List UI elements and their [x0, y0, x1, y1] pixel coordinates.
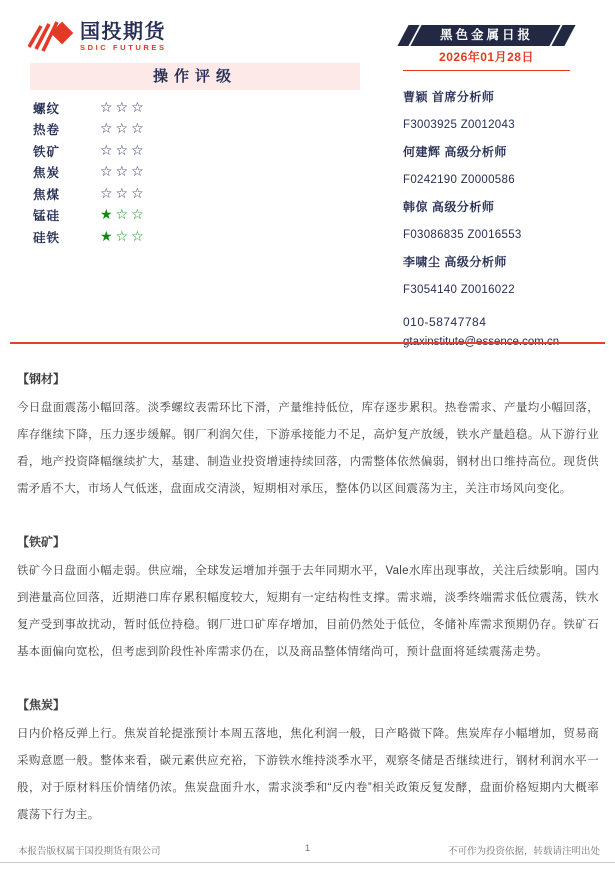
ratings-list — [33, 97, 333, 248]
brand-subtitle: SDIC FUTURES — [80, 42, 167, 52]
rating-row — [33, 205, 333, 227]
analyst-name-title: 曹颖 首席分析师 — [403, 90, 495, 104]
rating-name: 硅铁 — [33, 230, 61, 245]
report-title: 黑色金属日报 — [439, 28, 533, 42]
section-body: 铁矿今日盘面小幅走弱。供应端，全球发运增加并强于去年同期水平，Vale水库出现事故，关注后续影响。国内到港量高位回落，近期港口库存累积幅度较大，短期有一定结构性支撑。需求端，淡季终端需求低位震荡，铁水复产受到事故扰动，暂时低位持稳。钢厂进口矿库存增加，目前仍然处于低位，冬储补库需求预期仍存。铁矿石基本面偏向宽松，但考虑到阶段性补库需求仍在，以及商品整体情绪尚可，预计盘面将延续震荡走势。 — [17, 565, 599, 658]
rating-row — [33, 140, 333, 162]
section-iron-ore — [17, 529, 599, 666]
analyst-block — [403, 249, 608, 304]
rating-row — [33, 97, 333, 119]
section-coke — [17, 692, 599, 829]
rating-stars: ★☆☆ — [100, 228, 147, 245]
rating-stars: ☆☆☆ — [100, 99, 147, 116]
rating-name: 焦炭 — [33, 166, 61, 181]
analyst-ids: F03086835 Z0016553 — [403, 228, 522, 241]
analyst-name-title: 韩倞 高级分析师 — [403, 200, 495, 214]
contact-block — [403, 311, 608, 351]
rating-name: 热卷 — [33, 123, 61, 138]
section-body: 今日盘面震荡小幅回落。淡季螺纹表需环比下滑，产量维持低位，库存逐步累积。热卷需求、产量均小幅回落，库存继续下降，压力逐步缓解。钢厂利润欠佳，下游承接能力不足，高炉复产放缓，铁水产量趋稳。从下游行业看，地产投资降幅继续扩大，基建、制造业投资增速持续回落，内需整体依然偏弱，钢材出口维持高位。现货供需矛盾不大，市场人气低迷，盘面成交清淡，短期相对承压，整体仍以区间震荡为主，关注市场风向变化。 — [17, 402, 599, 495]
rating-stars: ★☆☆ — [100, 207, 147, 224]
page-number: 1 — [304, 843, 311, 854]
report-body — [17, 366, 599, 855]
report-title-banner — [403, 25, 570, 46]
contact-phone: 010-58747784 — [403, 315, 487, 329]
analyst-block — [403, 194, 608, 249]
rating-stars: ☆☆☆ — [100, 164, 147, 181]
rating-name: 焦煤 — [33, 187, 61, 202]
analyst-ids: F3054140 Z0016022 — [403, 283, 515, 296]
analyst-block — [403, 84, 608, 139]
section-body: 日内价格反弹上行。焦炭首轮提涨预计本周五落地，焦化利润一般，日产略微下降。焦炭库存小幅增加，贸易商采购意愿一般。整体来看，碳元素供应充裕，下游铁水维持淡季水平，观察冬储是否继续进行，钢材利润水平一般，对于原材料压价情绪仍浓。焦炭盘面升水，需求淡季和“反内卷”相关政策反复发酵，盘面价格短期内大概率震荡下行为主。 — [17, 728, 599, 821]
rating-row — [33, 226, 333, 248]
rating-name: 锰硅 — [33, 209, 61, 224]
page-footer — [0, 843, 615, 859]
analysts-panel — [403, 84, 608, 351]
section-heading: 【铁矿】 — [17, 535, 66, 549]
analyst-name-title: 何建辉 高级分析师 — [403, 145, 507, 159]
analyst-ids: F3003925 Z0012043 — [403, 118, 515, 131]
brand-name: 国投期货 — [80, 20, 166, 43]
rating-name: 螺纹 — [33, 101, 61, 116]
section-steel — [17, 366, 599, 503]
stripes-diamond-icon — [28, 16, 76, 56]
section-heading: 【钢材】 — [17, 372, 66, 386]
report-date: 2026年01月28日 — [403, 48, 570, 71]
company-logo — [28, 16, 167, 56]
footer-copyright: 本报告版权属于国投期货有限公司 — [18, 846, 161, 857]
brand-text-block — [80, 21, 167, 52]
footer-disclaimer: 不可作为投资依据，转载请注明出处 — [447, 846, 600, 857]
rating-name: 铁矿 — [33, 144, 61, 159]
rating-row — [33, 183, 333, 205]
rating-stars: ☆☆☆ — [100, 185, 147, 202]
ratings-title: 操作评级 — [30, 63, 360, 90]
section-divider — [10, 342, 605, 344]
analyst-ids: F0242190 Z0000586 — [403, 173, 515, 186]
section-heading: 【焦炭】 — [17, 698, 66, 712]
rating-row — [33, 162, 333, 184]
analyst-name-title: 李啸尘 高级分析师 — [403, 255, 507, 269]
rating-stars: ☆☆☆ — [100, 121, 147, 138]
analyst-block — [403, 139, 608, 194]
footer-rule — [0, 862, 615, 863]
rating-stars: ☆☆☆ — [100, 142, 147, 159]
rating-row — [33, 119, 333, 141]
